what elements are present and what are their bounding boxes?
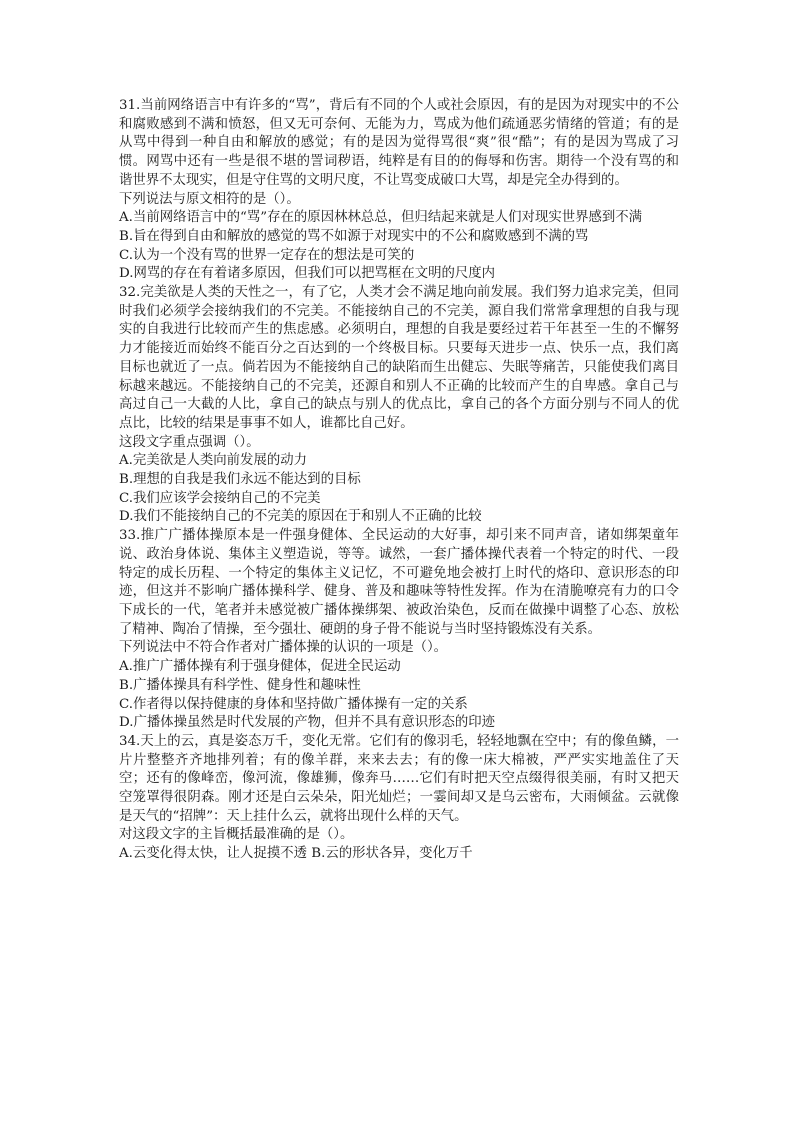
option-c: C.作者得以保持健康的身体和坚持做广播体操有一定的关系 xyxy=(119,696,468,712)
options-ab: A.云变化得太快，让人捉摸不透 B.云的形状各异，变化万千 xyxy=(119,846,473,862)
option-b: B.理想的自我是我们永远不能达到的目标 xyxy=(119,472,361,488)
question-34 xyxy=(119,733,679,864)
question-passage: 34.天上的云，真是姿态万千，变化无常。它们有的像羽毛，轻轻地飘在空中；有的像鱼鳞，一片片整整齐齐地排列着；有的像羊群，来来去去；有的像一床大棉被，严严实实地盖住了天空；还有的像峰峦，像河流，像雄狮，像奔马……它们有时把天空点缀得很美丽，有时又把天空笼罩得很阴森。刚才还是白云朵朵，阳光灿烂；一霎间却又是乌云密布，大雨倾盆。云就像是天气的“招牌”：天上挂什么云，就将出现什么样的天气。 xyxy=(119,733,679,824)
option-a: A.当前网络语言中的“骂”存在的原因林林总总，但归结起来就是人们对现实世界感到不满 xyxy=(119,210,643,226)
option-c: C.我们应该学会接纳自己的不完美 xyxy=(119,490,321,506)
option-a: A.推广广播体操有利于强身健体，促进全民运动 xyxy=(119,659,401,675)
question-stem: 对这段文字的主旨概括最准确的是（）。 xyxy=(119,827,354,843)
option-b: B.广播体操具有科学性、健身性和趣味性 xyxy=(119,677,361,693)
question-32 xyxy=(119,284,679,527)
option-b: B.旨在得到自由和解放的感觉的骂不如源于对现实中的不公和腐败感到不满的骂 xyxy=(119,228,589,244)
question-passage: 33.推广广播体操原本是一件强身健体、全民运动的大好事，却引来不同声音，诸如绑架童年说、政治身体说、集体主义塑造说，等等。诚然，一套广播体操代表着一个特定的时代、一段特定的成长历程、一个特定的集体主义记忆，不可避免地会被打上时代的烙印、意识形态的印迹，但这并不影响广播体操科学、健身、普及和趣味等特性发挥。作为在清脆嘹亮有力的口令下成长的一代，笔者并未感觉被广播体操绑架、被政治染色，反而在做操中调整了心态、放松了精神、陶冶了情操，至今强壮、硬朗的身子骨不能说与当时坚持锻炼没有关系。 xyxy=(119,528,679,637)
question-stem: 下列说法与原文相符的是（）。 xyxy=(119,191,300,207)
question-31 xyxy=(119,97,679,284)
option-c: C.认为一个没有骂的世界一定存在的想法是可笑的 xyxy=(119,247,415,263)
question-33 xyxy=(119,527,679,733)
question-stem: 这段文字重点强调（）。 xyxy=(119,434,260,450)
document-page xyxy=(119,97,679,864)
option-d: D.广播体操虽然是时代发展的产物，但并不具有意识形态的印迹 xyxy=(119,715,496,731)
question-passage: 32.完美欲是人类的天性之一，有了它，人类才会不满足地向前发展。我们努力追求完美，但同时我们必须学会接纳我们的不完美。不能接纳自己的不完美，源自我们常常拿理想的自我与现实的自我进行比较而产生的焦虑感。必须明白，理想的自我是要经过若干年甚至一生的不懈努力才能接近而始终不能百分之百达到的一个终极目标。只要每天进步一点、快乐一点，我们离目标也就近了一点。倘若因为不能接纳自己的缺陷而生出健忘、失眠等痛苦，只能使我们离目标越来越远。不能接纳自己的不完美，还源自和别人不正确的比较而产生的自卑感。拿自己与高过自己一大截的人比，拿自己的缺点与别人的优点比，拿自己的各个方面分别与不同人的优点比，比较的结果是事事不如人，谁都比自己好。 xyxy=(119,285,679,431)
option-d: D.我们不能接纳自己的不完美的原因在于和别人不正确的比较 xyxy=(119,509,482,525)
option-a: A.完美欲是人类向前发展的动力 xyxy=(119,453,308,469)
option-d: D.网骂的存在有着诸多原因，但我们可以把骂框在文明的尺度内 xyxy=(119,266,496,282)
question-passage: 31.当前网络语言中有许多的“骂”，背后有不同的个人或社会原因，有的是因为对现实中的不公和腐败感到不满和愤怒，但又无可奈何、无能为力，骂成为他们疏通恶劣情绪的管道；有的是从骂中得到一种自由和解放的感觉；有的是因为觉得骂很“爽”很“酷”；有的是因为骂成了习惯。网骂中还有一些是很不堪的詈词秽语，纯粹是有目的的侮辱和伤害。期待一个没有骂的和谐世界不太现实，但是守住骂的文明尺度，不让骂变成破口大骂，却是完全办得到的。 xyxy=(119,98,679,188)
question-stem: 下列说法中不符合作者对广播体操的认识的一项是（）。 xyxy=(119,640,448,656)
